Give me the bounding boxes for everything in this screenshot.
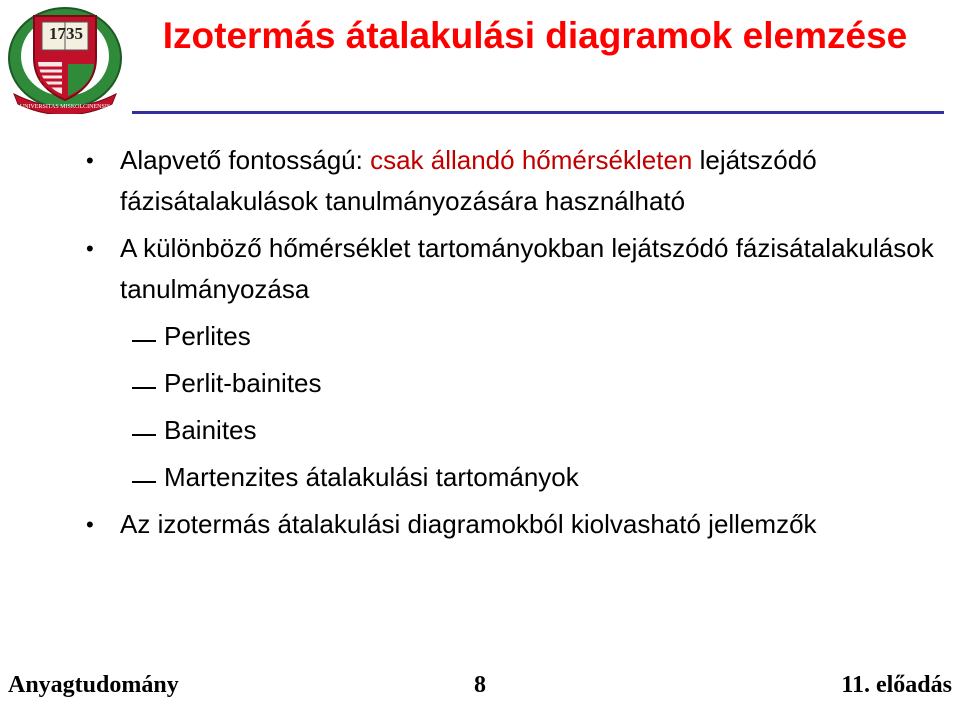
sub-item-text: Perlit-bainites bbox=[164, 368, 322, 398]
bullet-text: Az izotermás átalakulási diagramokból kiolvasható jellemzők bbox=[120, 509, 817, 539]
sub-item-text: Perlites bbox=[164, 321, 251, 351]
bullet-item bbox=[86, 140, 946, 222]
logo-year: 1735 bbox=[49, 24, 83, 43]
sub-item bbox=[86, 457, 946, 498]
footer-page-number: 8 bbox=[474, 672, 486, 698]
slide-content bbox=[86, 140, 946, 551]
bullet-highlight: csak állandó hőmérsékleten bbox=[370, 145, 693, 175]
bullet-text: Alapvető fontosságú: bbox=[120, 145, 371, 175]
svg-text:UNIVERSITAS MISKOLCINENSIS: UNIVERSITAS MISKOLCINENSIS bbox=[19, 104, 111, 110]
sub-item bbox=[86, 363, 946, 404]
sub-item bbox=[86, 410, 946, 451]
bullet-text: A különböző hőmérséklet tartományokban lejátszódó fázisátalakulások tanulmányozása bbox=[120, 233, 934, 304]
bullet-text-rest: lejátszódó fázisátalakulások tanulmányozására használható bbox=[120, 145, 817, 216]
sub-item-text: Bainites bbox=[164, 415, 257, 445]
sub-item-text: Martenzites átalakulási tartományok bbox=[164, 462, 579, 492]
footer-lecture: 11. előadás bbox=[841, 672, 952, 698]
bullet-item bbox=[86, 228, 946, 310]
sub-item bbox=[86, 316, 946, 357]
slide-footer bbox=[0, 672, 960, 702]
university-crest-icon bbox=[4, 2, 126, 114]
footer-course: Anyagtudomány bbox=[8, 672, 179, 698]
page-title: Izotermás átalakulási diagramok elemzése bbox=[162, 15, 908, 56]
bullet-item bbox=[86, 504, 946, 545]
title-divider bbox=[132, 111, 944, 114]
